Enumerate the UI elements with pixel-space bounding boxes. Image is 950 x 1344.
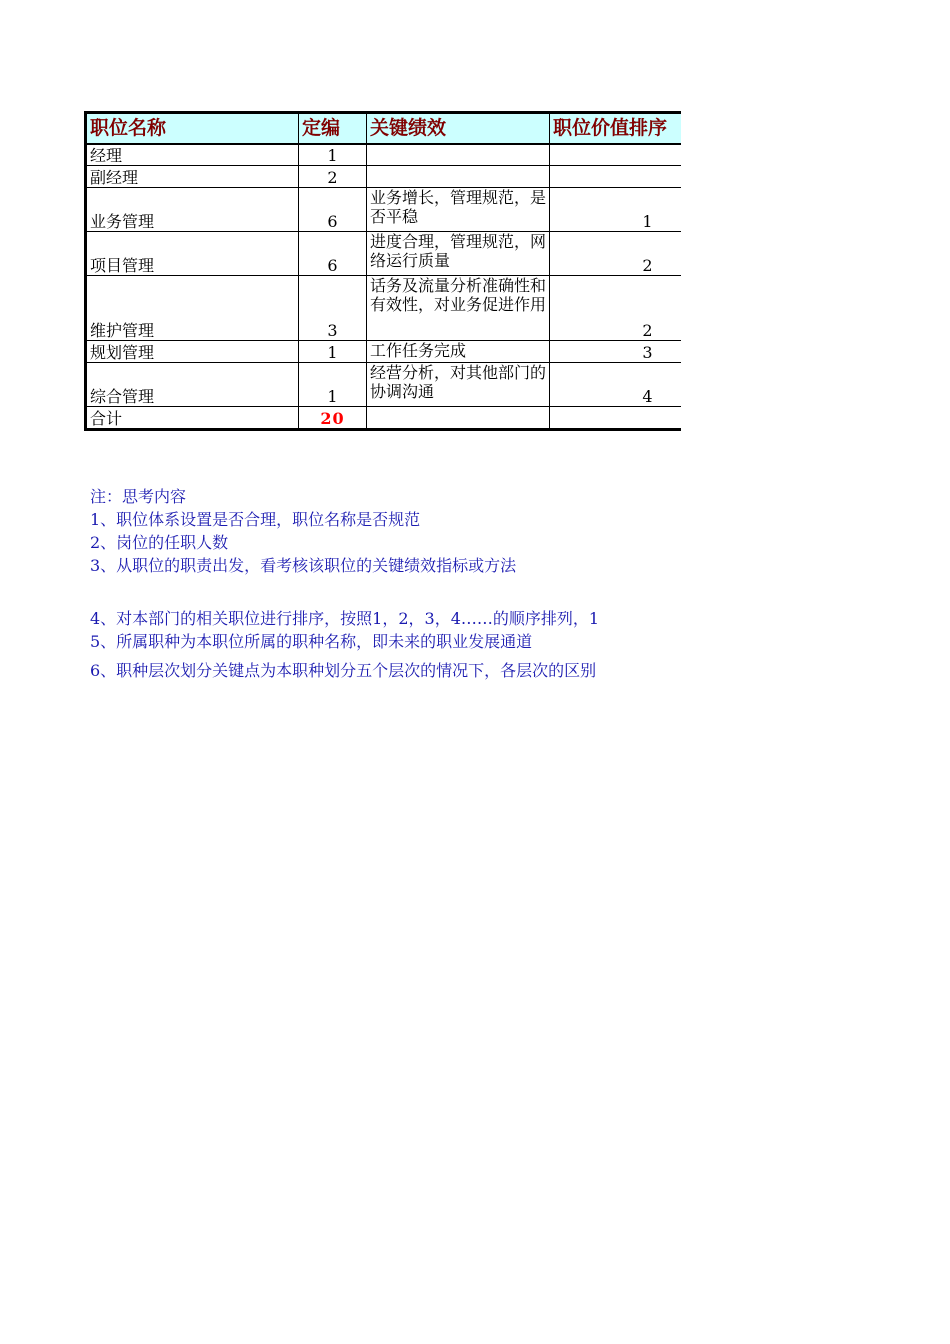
header-position-value-rank[interactable]: 职位价值排序 (550, 113, 682, 145)
cell-empty[interactable] (550, 407, 682, 430)
cell-key-performance[interactable]: 工作任务完成 (367, 341, 550, 363)
cell-rank[interactable] (550, 144, 682, 166)
cell-headcount[interactable]: 1 (299, 363, 367, 407)
note-item: 6、职种层次划分关键点为本职种划分五个层次的情况下，各层次的区别 (90, 661, 597, 680)
cell-headcount[interactable]: 6 (299, 232, 367, 276)
table-total-row (86, 407, 682, 430)
cell-rank[interactable] (550, 166, 682, 188)
cell-total-value[interactable]: 20 (299, 407, 367, 430)
table-row (86, 232, 682, 276)
note-item: 2、岗位的任职人数 (90, 533, 229, 552)
cell-position-name[interactable]: 副经理 (86, 166, 299, 188)
cell-key-performance[interactable] (367, 144, 550, 166)
table-row (86, 166, 682, 188)
cell-key-performance[interactable]: 进度合理，管理规范，网络运行质量 (367, 232, 550, 276)
cell-position-name[interactable]: 维护管理 (86, 276, 299, 341)
table-row (86, 341, 682, 363)
cell-rank[interactable]: 2 (550, 276, 682, 341)
cell-key-performance[interactable] (367, 166, 550, 188)
note-item: 1、职位体系设置是否合理，职位名称是否规范 (90, 510, 421, 529)
cell-rank[interactable]: 3 (550, 341, 682, 363)
table-header-row (86, 113, 682, 145)
cell-position-name[interactable]: 综合管理 (86, 363, 299, 407)
table-row (86, 188, 682, 232)
cell-position-name[interactable]: 业务管理 (86, 188, 299, 232)
notes-title: 注：思考内容 (90, 487, 187, 506)
cell-empty[interactable] (367, 407, 550, 430)
cell-rank[interactable]: 1 (550, 188, 682, 232)
cell-position-name[interactable]: 规划管理 (86, 341, 299, 363)
table-row (86, 276, 682, 341)
cell-headcount[interactable]: 2 (299, 166, 367, 188)
table-row (86, 363, 682, 407)
note-item: 4、对本部门的相关职位进行排序，按照1，2，3，4……的顺序排列，1 (90, 609, 600, 628)
cell-key-performance[interactable]: 业务增长，管理规范，是否平稳 (367, 188, 550, 232)
header-position-name[interactable]: 职位名称 (86, 113, 299, 145)
cell-headcount[interactable]: 3 (299, 276, 367, 341)
cell-key-performance[interactable]: 经营分析，对其他部门的协调沟通 (367, 363, 550, 407)
cell-headcount[interactable]: 1 (299, 341, 367, 363)
table-row (86, 144, 682, 166)
cell-key-performance[interactable]: 话务及流量分析准确性和有效性，对业务促进作用 (367, 276, 550, 341)
header-headcount[interactable]: 定编 (299, 113, 367, 145)
notes-section (90, 486, 680, 686)
cell-headcount[interactable]: 6 (299, 188, 367, 232)
cell-rank[interactable]: 4 (550, 363, 682, 407)
cell-headcount[interactable]: 1 (299, 144, 367, 166)
cell-position-name[interactable]: 项目管理 (86, 232, 299, 276)
note-item: 5、所属职种为本职位所属的职种名称，即未来的职业发展通道 (90, 632, 533, 651)
cell-position-name[interactable]: 经理 (86, 144, 299, 166)
position-table (84, 111, 681, 431)
note-item: 3、从职位的职责出发，看考核该职位的关键绩效指标或方法 (90, 556, 517, 575)
header-key-performance[interactable]: 关键绩效 (367, 113, 550, 145)
cell-rank[interactable]: 2 (550, 232, 682, 276)
cell-total-label[interactable]: 合计 (86, 407, 299, 430)
position-table-container (84, 111, 681, 431)
